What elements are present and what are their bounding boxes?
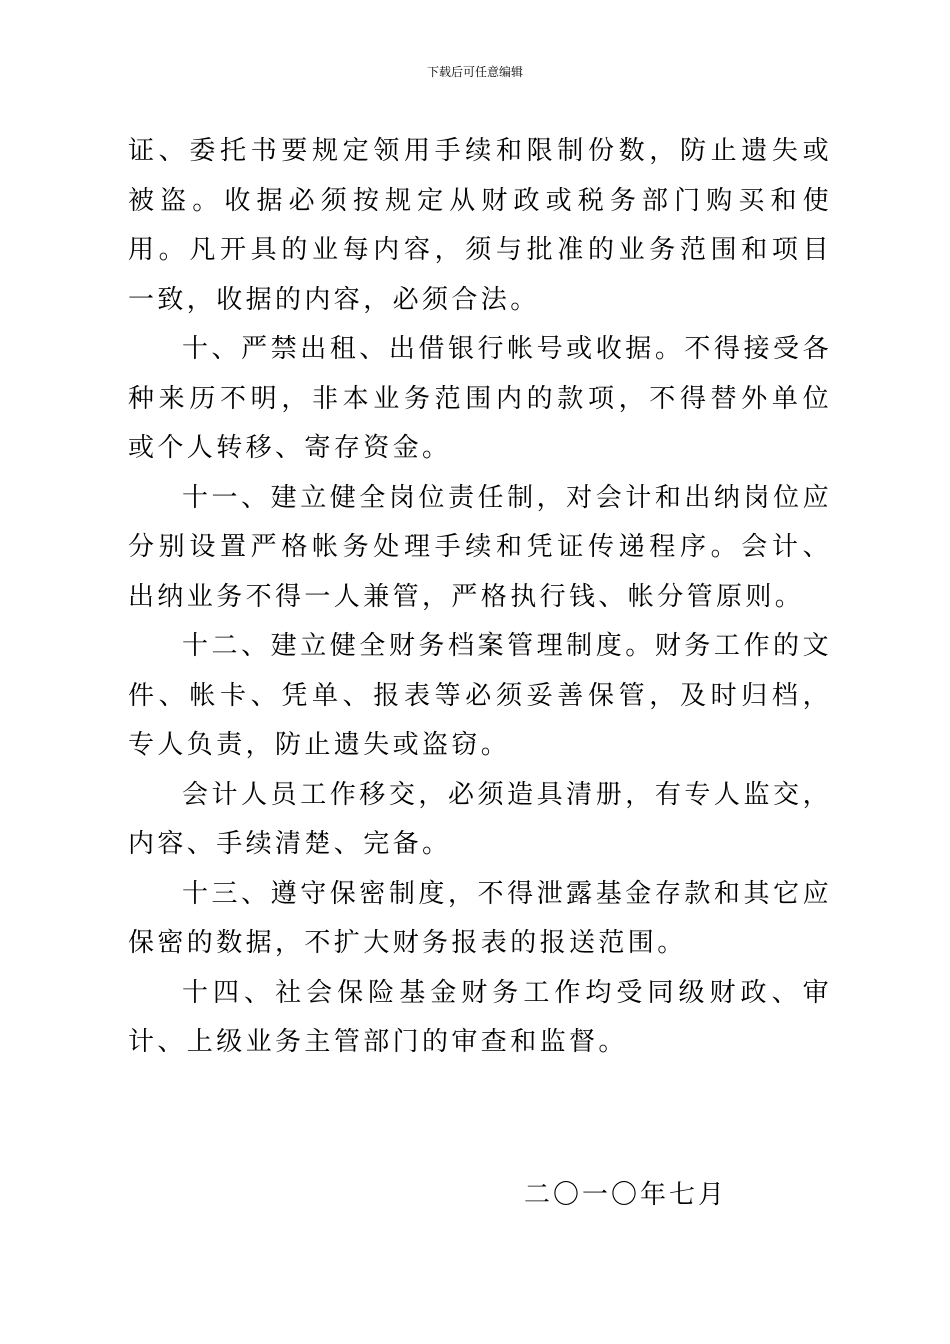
paragraph-continuation: 证、委托书要规定领用手续和限制份数，防止遗失或被盗。收据必须按规定从财政或税务部门购买和使用。凡开具的业每内容，须与批准的业务范围和项目一致，收据的内容，必须合法。 — [128, 136, 832, 315]
paragraph-item-10: 十、严禁出租、出借银行帐号或收据。不得接受各种来历不明，非本业务范围内的款项，不得替外单位或个人转移、寄存资金。 — [128, 334, 832, 463]
signature-date: 二〇一〇年七月 — [524, 1180, 728, 1210]
document-body — [128, 127, 832, 1068]
page-header: 下载后可任意编辑 — [426, 65, 523, 79]
paragraph-handover: 会计人员工作移交，必须造具清册，有专人监交，内容、手续清楚、完备。 — [128, 779, 832, 859]
paragraph-item-12: 十二、建立健全财务档案管理制度。财务工作的文件、帐卡、凭单、报表等必须妥善保管，及时归档，专人负责，防止遗失或盗窃。 — [128, 631, 832, 760]
paragraph-item-14: 十四、社会保险基金财务工作均受同级财政、审计、上级业务主管部门的审查和监督。 — [128, 977, 832, 1057]
paragraph-item-11: 十一、建立健全岗位责任制，对会计和出纳岗位应分别设置严格帐务处理手续和凭证传递程序。会计、出纳业务不得一人兼管，严格执行钱、帐分管原则。 — [128, 482, 832, 612]
paragraph-item-13: 十三、遵守保密制度，不得泄露基金存款和其它应保密的数据，不扩大财务报表的报送范围。 — [128, 878, 832, 958]
